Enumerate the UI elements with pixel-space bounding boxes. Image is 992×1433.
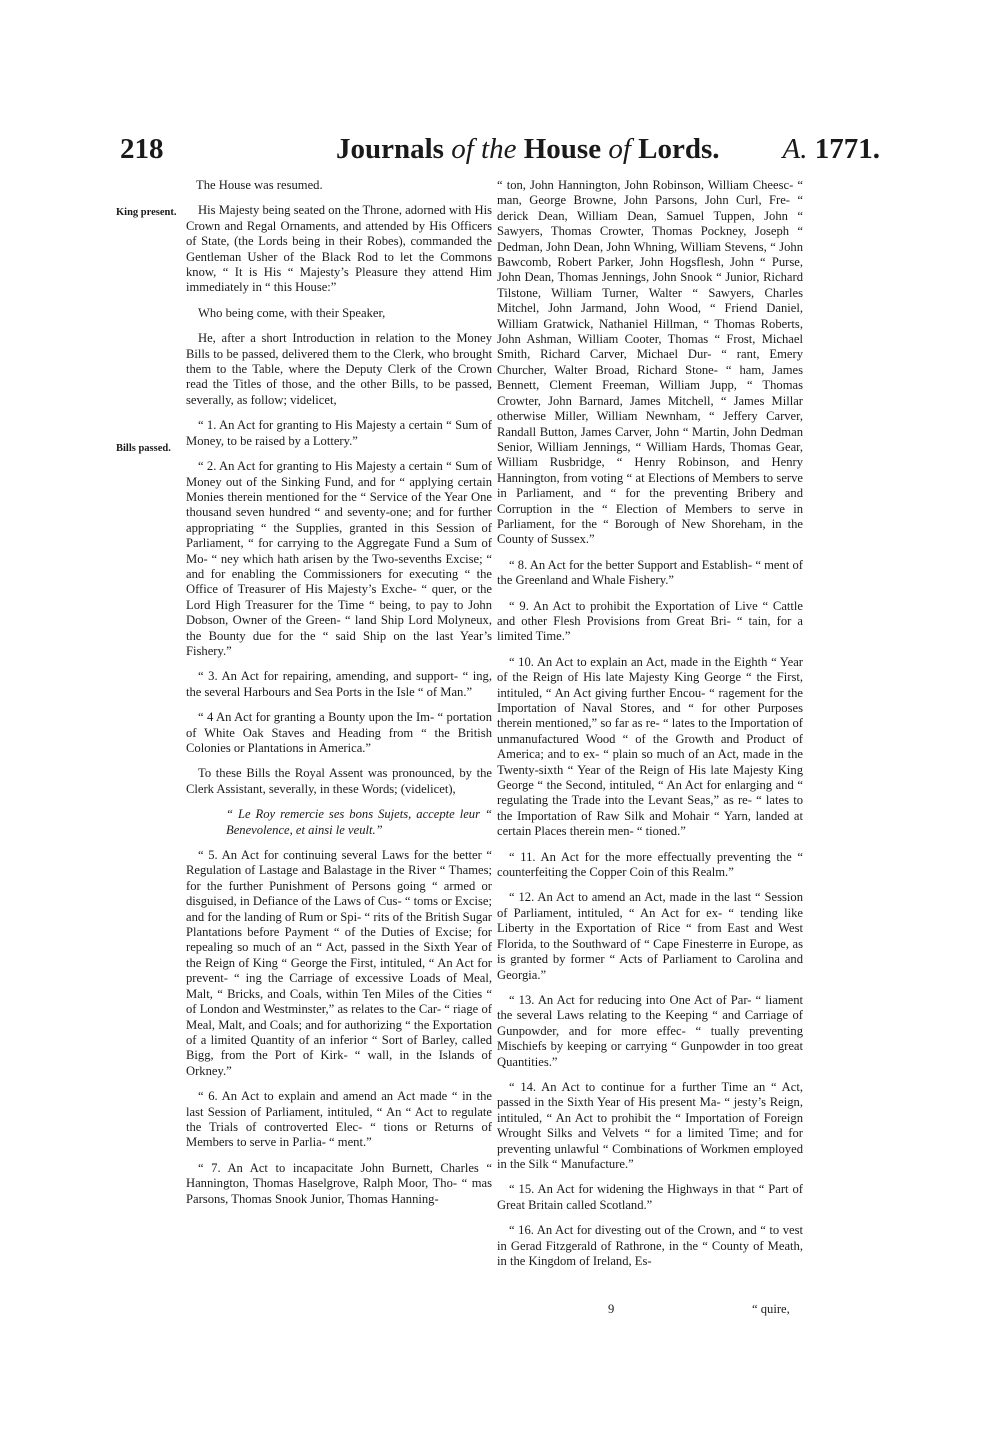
paragraph: “ ton, John Hannington, John Robinson, William Cheesc- “ man, George Browne, John Parsons, John Curl, Fre- “ derick Dean, William Dean, Samuel Tuppen, John “ Sawyers, Thomas Crowter, Thomas Pockney, Joseph “ Dedman, John Dean, John Whning, William Stevens, “ John Bawcomb, Robert Parker, John Hogsflesh, John “ Purse, John Dean, Thomas Jennings, John Snook “ Junior, Richard Tilstone, William Turner, Walter “ Sawyers, Charles Mitchel, John Jarmand, John Wood, “ Friend Daniel, William Gratwick, Nathaniel Hillman, “ Thomas Roberts, John Ashman, William Cooter, Thomas “ Frost, Michael Smith, Richard Carver, Michael Dur- “ rant, Emery Churcher, Walter Broad, Richard Stone- “ ham, James Bennett, Clement Freeman, William Jupp, “ Thomas Crowter, John Barnard, James Mitchell, “ James Millar otherwise Miller, William Newnham, “ Jeffery Carver, Randall Button, James Carver, John “ Martin, John Dedman Senior, William Jennings, “ William Hards, Thomas Gear, William Rusbridge, “ Henry Robinson, and Henry Hannington, from voting “ at Elections of Members to serve in Parliament, and “ for the preventing Bribery and Corruption in the “ Election of Members to serve in Parliament, for the “ Borough of New Shoreham, in the County of Sussex.” [497, 178, 803, 547]
margin-note-king-present: King present. [116, 207, 177, 218]
paragraph: “ 8. An Act for the better Support and Establish- “ ment of the Greenland and Whale Fishery.” [497, 557, 803, 588]
paragraph: “ 2. An Act for granting to His Majesty a certain “ Sum of Money out of the Sinking Fund, and for “ applying certain Monies therein mentioned for the “ Service of the Year One thousand seven hundred “ and seventy-one; and for further appropriating “ the Supplies, granted in this Session of Parliament, “ for carrying to the Aggregate Fund a Sum of Mo- “ ney which hath arisen by the Two-sevenths Excise; “ and for enabling the Commissioners for executing “ the Office of Treasurer of His Majesty’s Exche- “ quer, or the Lord High Treasurer for the Time “ being, to pay to John Dobson, Owner of the Green- “ land Ship Lord Molyneux, the Bounty due for the “ said Ship on the last Year’s Fishery.” [186, 459, 492, 658]
paragraph: “ 9. An Act to prohibit the Exportation of Live “ Cattle and other Flesh Provisions from Great Bri- “ tain, for a limited Time.” [497, 598, 803, 644]
year-heading: A. 1771. [782, 133, 880, 165]
running-header [120, 133, 880, 173]
running-title: Journals of the House of Lords. [336, 133, 720, 165]
paragraph: “ 14. An Act to continue for a further Time an “ Act, passed in the Sixth Year of His present Ma- “ jesty’s Reign, intituled, “ An Act to prohibit the “ Importation of Foreign Wrought Silks and Velvets “ for a limited Time; and for preventing unlawful “ Combinations of Workmen employed in the Silk “ Manufacture.” [497, 1079, 803, 1171]
paragraph: “ 5. An Act for continuing several Laws for the better “ Regulation of Lastage and Balastage in the River “ Thames; for the further Punishment of Persons going “ armed or disguised, in Defiance of the Laws of Cus- “ toms or Excise; and for the landing of Rum or Spi- “ rits of the British Sugar Plantations before Payment “ of the Duties of Excise; for repealing so much of an “ Act, passed in the Sixth Year of the Reign of King “ George the First, intituled, “ An Act for prevent- “ ing the Carriage of excessive Loads of Meal, Malt, “ Bricks, and Coals, within Ten Miles of the Cities “ of London and Westminster,” as relates to the Car- “ riage of Meal, Malt, and Coals; and for authorizing “ the Exportation of a limited Quantity of an inferior “ Sort of Barley, called Bigg, from the Port of Kirk- “ wall, in the Islands of Orkney.” [186, 848, 492, 1078]
paragraph: “ 1. An Act for granting to His Majesty a certain “ Sum of Money, to be raised by a Lottery.” [186, 418, 492, 448]
paragraph: He, after a short Introduction in relation to the Money Bills to be passed, delivered them to the Clerk, who brought them to the Table, where the Deputy Clerk of the Crown read the Titles of those, and the other Bills, to be passed, severally, as follow; videlicet, [186, 331, 492, 407]
paragraph: “ 6. An Act to explain and amend an Act made “ in the last Session of Parliament, intituled, “ An “ Act to regulate the Trials of controverted Elec- “ tions or Returns of Members to serve in Parlia- “ ment.” [186, 1089, 492, 1150]
paragraph: “ 7. An Act to incapacitate John Burnett, Charles “ Hannington, Thomas Haselgrove, Ralph Moor, Tho- “ mas Parsons, Thomas Snook Junior, Thomas Hanning- [186, 1160, 492, 1206]
paragraph: His Majesty being seated on the Throne, adorned with His Crown and Regal Ornaments, and attended by His Officers of State, (the Lords being in their Robes), commanded the Gentleman Usher of the Black Rod to let the Commons know, “ It is His “ Majesty’s Pleasure they attend Him immediately in “ this House:” [186, 203, 492, 295]
paragraph: “ 3. An Act for repairing, amending, and support- “ ing, the several Harbours and Sea Ports in the Isle “ of Man.” [186, 669, 492, 699]
paragraph: “ 13. An Act for reducing into One Act of Par- “ liament the several Laws relating to the Keeping “ and Carriage of Gunpowder, and for more effec- “ tually preventing Mischiefs by keeping or carrying “ Gunpowder in too great Quantities.” [497, 992, 803, 1069]
signature-mark: 9 [608, 1302, 615, 1316]
left-column [186, 178, 492, 1217]
margin-note-bills-passed: Bills passed. [116, 443, 171, 454]
right-column [497, 178, 803, 1279]
paragraph: To these Bills the Royal Assent was pronounced, by the Clerk Assistant, severally, in these Words; (videlicet), [186, 766, 492, 796]
paragraph: “ 16. An Act for divesting out of the Crown, and “ to vest in Gerad Fitzgerald of Rathrone, in the “ County of Meath, in the Kingdom of Ireland, Es- [497, 1223, 803, 1268]
paragraph: “ 15. An Act for widening the Highways in that “ Part of Great Britain called Scotland.” [497, 1182, 803, 1212]
royal-assent-formula: “ Le Roy remercie ses bons Sujets, accepte leur “ Benevolence, et ainsi le veult.” [226, 807, 492, 837]
paragraph: “ 4 An Act for granting a Bounty upon the Im- “ portation of White Oak Staves and Heading from “ the British Colonies or Plantations in America.” [186, 710, 492, 755]
paragraph: “ 10. An Act to explain an Act, made in the Eighth “ Year of the Reign of His late Majesty King George “ the First, intituled, “ An Act giving further Encou- “ ragement for the Importation of Naval Stores, and “ for other Purposes therein mentioned,” so far as re- “ lates to the Importation of unmanufactured Wood “ of the Growth and Product of America; and to ex- “ plain so much of an Act, made in the Twenty-sixth “ Year of the Reign of His late Majesty King George “ the Second, intituled, “ An Act for enlarging and “ regulating the Trade into the Levant Seas,” as re- “ lates to the Importation of Raw Silk and Mohair “ Yarn, landed at certain Places therein men- “ tioned.” [497, 654, 803, 839]
paragraph: “ 12. An Act to amend an Act, made in the last “ Session of Parliament, intituled, “ An Act for ex- “ tending like Liberty in the Exportation of Rice “ from East and West Florida, to the Southward of “ Cape Finesterre in Europe, as is granted by former “ Acts of Parliament to Carolina and Georgia.” [497, 890, 803, 982]
paragraph: “ 11. An Act for the more effectually preventing the “ counterfeiting the Copper Coin of this Realm.” [497, 849, 803, 880]
catchword: “ quire, [752, 1302, 790, 1316]
paragraph: Who being come, with their Speaker, [198, 305, 386, 320]
paragraph: The House was resumed. [196, 178, 323, 192]
page-number: 218 [120, 133, 164, 165]
